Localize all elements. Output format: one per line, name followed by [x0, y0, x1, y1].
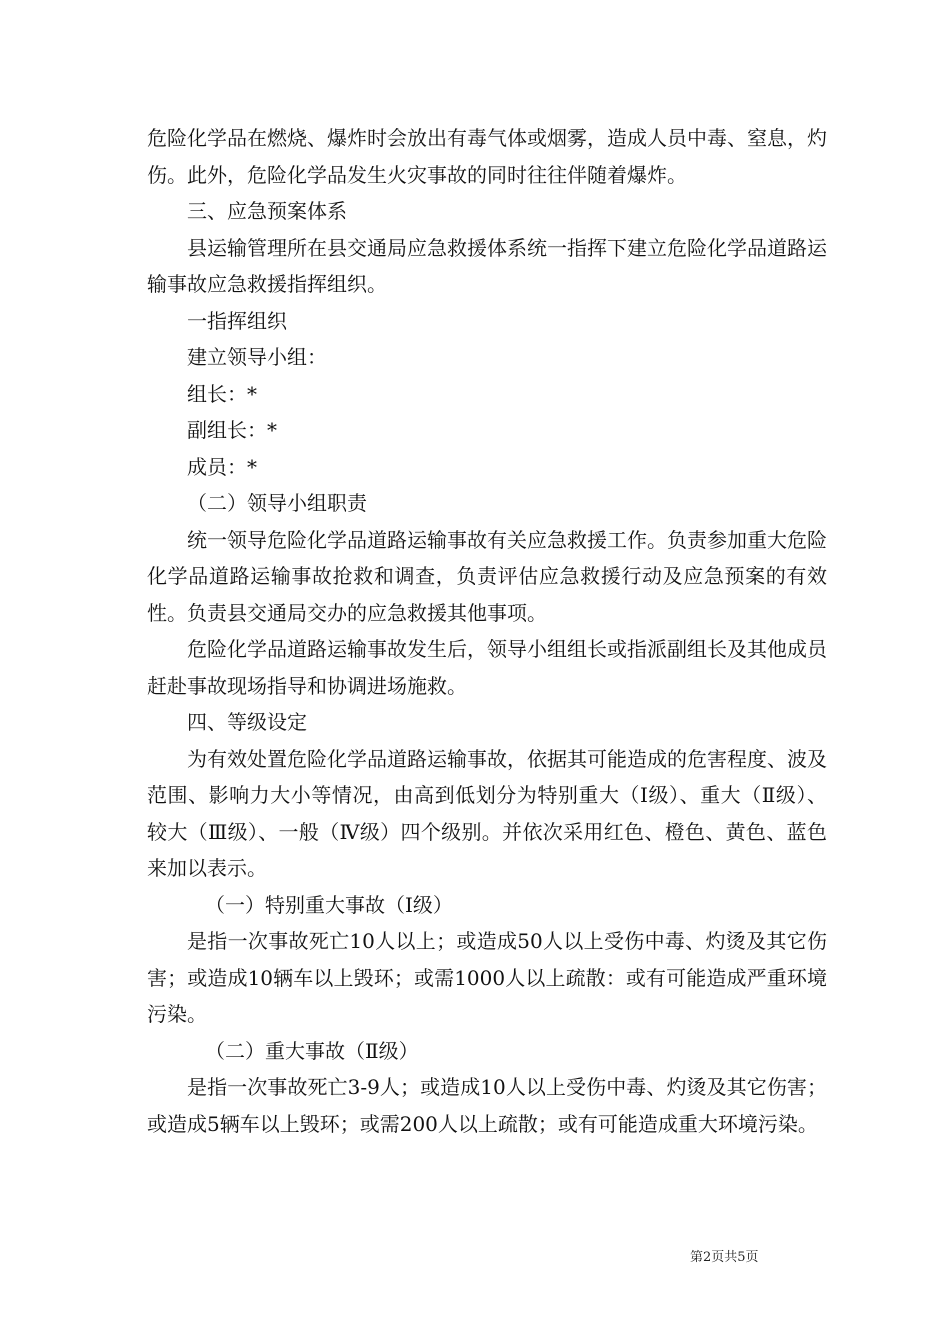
- subheading-level-1: （一）特别重大事故（Ⅰ级）: [205, 892, 453, 917]
- subheading-group-duties: （二）领导小组职责: [187, 491, 367, 515]
- leader-line: 组长：*: [187, 381, 257, 406]
- document-body: [147, 120, 827, 1142]
- paragraph-1: 危险化学品在燃烧、爆炸时会放出有毒气体或烟雾，造成人员中毒、窒息，灼伤。此外，危险化学品发生火灾事故的同时往往伴随着爆炸。: [147, 126, 827, 187]
- paragraph-leadership-group: 建立领导小组：: [187, 345, 327, 369]
- subheading-level-2: （二）重大事故（Ⅱ级）: [205, 1038, 419, 1063]
- members-line: 成员：*: [187, 454, 257, 479]
- paragraph-2: 县运输管理所在县交通局应急救援体系统一指挥下建立危险化学品道路运输事故应急救援指挥组织。: [147, 235, 827, 296]
- paragraph-level-2: 是指一次事故死亡3-9人；或造成10人以上受伤中毒、灼烫及其它伤害；或造成5辆车以上毁环；或需200人以上疏散；或有可能造成重大环境污染。: [147, 1075, 827, 1136]
- subheading-command-org: 一指挥组织: [187, 308, 287, 333]
- paragraph-level-1: 是指一次事故死亡10人以上；或造成50人以上受伤中毒、灼烫及其它伤害；或造成10辆车以上毁环；或需1000人以上疏散：或有可能造成严重环境污染。: [147, 929, 827, 1026]
- paragraph-duties: 统一领导危险化学品道路运输事故有关应急救援工作。负责参加重大危险化学品道路运输事故抢救和调查，负责评估应急救援行动及应急预案的有效性。负责县交通局交办的应急救援其他事项。: [147, 527, 827, 625]
- page-number-footer: 第2页共5页: [690, 1250, 759, 1265]
- paragraph-after-accident: 危险化学品道路运输事故发生后，领导小组组长或指派副组长及其他成员赶赴事故现场指导和协调进场施救。: [147, 637, 827, 698]
- section-heading-3: 三、应急预案体系: [187, 199, 347, 223]
- paragraph-levels: 为有效处置危险化学品道路运输事故，依据其可能造成的危害程度、波及范围、影响力大小等情况，由高到低划分为特别重大（Ⅰ级）、重大（Ⅱ级）、较大（Ⅲ级）、一般（Ⅳ级）四个级别。并依次采用红色、橙色、黄色、蓝色来加以表示。: [147, 746, 827, 880]
- section-heading-4: 四、等级设定: [187, 710, 307, 734]
- deputy-leader-line: 副组长：*: [187, 418, 277, 442]
